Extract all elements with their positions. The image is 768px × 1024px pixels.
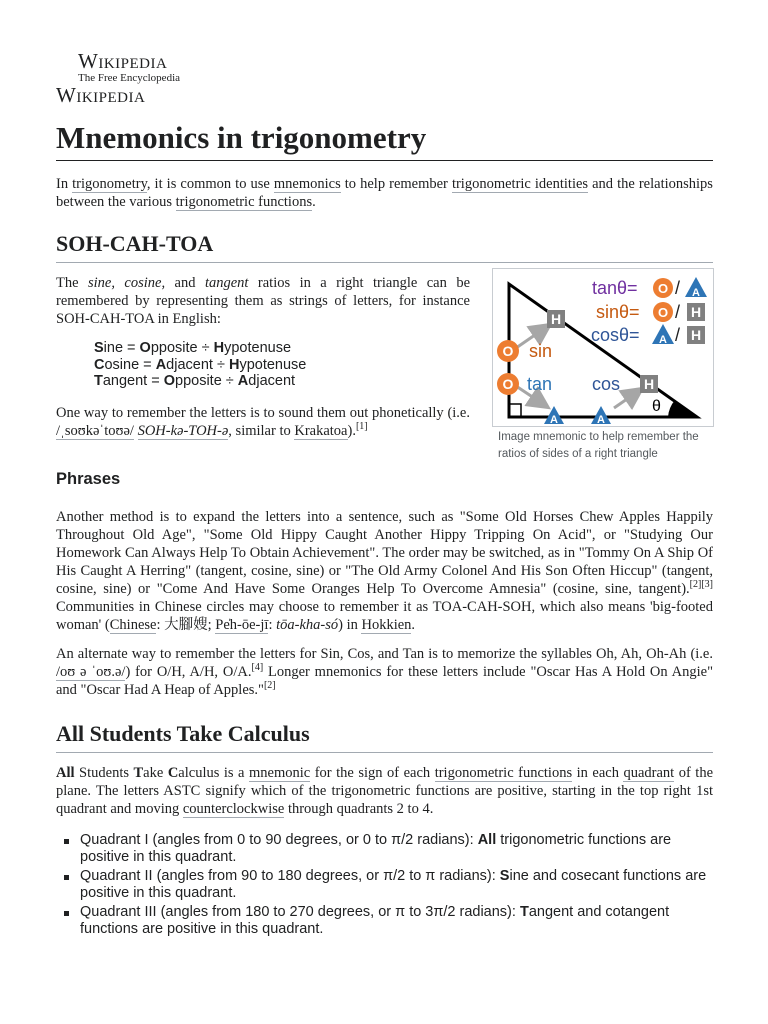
text: and bbox=[165, 275, 205, 291]
text: in each bbox=[572, 765, 624, 781]
respelling-link[interactable]: SOH-kə-TOH-ə bbox=[137, 423, 229, 439]
link-hokkien[interactable]: Hokkien bbox=[361, 617, 412, 633]
text: ine and cosecant functions are positive in this quadrant. bbox=[80, 868, 707, 901]
ref-2-3[interactable]: [2][3] bbox=[689, 579, 713, 591]
h-letter: H bbox=[690, 327, 702, 343]
f: ypotenuse bbox=[224, 340, 292, 356]
f: ypotenuse bbox=[239, 357, 307, 373]
formula-cosine bbox=[94, 357, 306, 374]
f: T bbox=[94, 373, 103, 389]
o-letter: O bbox=[502, 343, 514, 359]
list-item bbox=[62, 904, 712, 938]
f: H bbox=[228, 357, 240, 373]
f: H bbox=[213, 340, 225, 356]
text: Quadrant II (angles from 90 to 180 degrees, or π/2 to π radians): bbox=[80, 868, 500, 884]
f: pposite ÷ bbox=[150, 340, 214, 356]
slash: / bbox=[675, 278, 681, 298]
bold: All bbox=[477, 832, 497, 848]
heading-soh-cah-toa: SOH-CAH-TOA bbox=[56, 230, 713, 263]
list-item bbox=[62, 832, 712, 866]
text: Longer mnemonics for these letters include "Oscar Has A Hold On Angie" and "Oscar Had A Heap of Apples." bbox=[56, 664, 713, 698]
text: angent and cotangent functions are positive in this quadrant. bbox=[80, 904, 670, 937]
ipa-link[interactable]: /ˌsoʊkəˈtoʊə/ bbox=[56, 423, 134, 439]
ref-4[interactable]: [4] bbox=[251, 662, 264, 674]
angle-wedge bbox=[668, 400, 697, 417]
f: osine = bbox=[104, 357, 156, 373]
text-italic: sine, cosine, bbox=[88, 275, 166, 291]
ref-2[interactable]: [2] bbox=[263, 680, 276, 692]
text: : bbox=[268, 617, 277, 633]
bold: S bbox=[499, 868, 510, 884]
text: ). bbox=[347, 423, 356, 439]
link-trigonometric-identities[interactable]: trigonometric identities bbox=[451, 176, 589, 192]
f: angent = bbox=[102, 373, 164, 389]
link-trigonometry[interactable]: trigonometry bbox=[72, 176, 147, 192]
a-letter: A bbox=[692, 287, 700, 299]
link-mnemonics[interactable]: mnemonics bbox=[273, 176, 341, 192]
right-angle-mark bbox=[509, 404, 521, 417]
text: An alternate way to remember the letters for Sin, Cos, and Tan is to memorize the syllables Oh, Ah, Oh-Ah (i.e. bbox=[56, 646, 713, 662]
link-counterclockwise[interactable]: counterclockwise bbox=[182, 801, 285, 817]
f: djacent ÷ bbox=[166, 357, 229, 373]
o-letter: O bbox=[657, 305, 669, 320]
text: ake bbox=[143, 765, 168, 781]
intro-text: , it is common to use bbox=[146, 176, 274, 192]
logo-wordmark: Wikipedia bbox=[78, 49, 168, 73]
text: Communities in Chinese circles may choose to remember it as TOA-CAH-SOH, which also means 'big-footed woman' ( bbox=[56, 599, 713, 633]
text-italic: tangent bbox=[204, 275, 249, 291]
theta-label: θ bbox=[652, 398, 661, 415]
text: The bbox=[56, 275, 88, 291]
tan-label: tan bbox=[527, 374, 553, 394]
f: ine = bbox=[103, 340, 140, 356]
bold: T bbox=[133, 765, 144, 781]
f: O bbox=[139, 340, 151, 356]
text-italic: tōa-kha-só bbox=[276, 617, 339, 633]
logo-tagline: The Free Encyclopedia bbox=[78, 72, 181, 84]
text: of the plane. The letters ASTC signify which of the trigonometric functions are positive, starting in the top right 1st quadrant and moving bbox=[56, 765, 714, 817]
text: for the sign of each bbox=[310, 765, 435, 781]
slash: / bbox=[675, 302, 681, 322]
o-letter: O bbox=[502, 376, 514, 392]
ref-1[interactable]: [1] bbox=[355, 421, 368, 433]
f: djacent bbox=[248, 373, 296, 389]
legend-cos: cosθ= bbox=[591, 325, 640, 345]
intro-text: . bbox=[312, 194, 316, 210]
intro-text: In bbox=[56, 176, 73, 192]
bold: T bbox=[519, 904, 529, 920]
f: C bbox=[94, 357, 105, 373]
list-item bbox=[62, 868, 712, 902]
ipa-link-2[interactable]: /oʊ ə ˈoʊ.ə/ bbox=[56, 664, 126, 680]
text: Quadrant III (angles from 180 to 270 degrees, or π to 3π/2 radians): bbox=[80, 904, 520, 920]
phonetic-paragraph bbox=[56, 404, 470, 440]
legend-sin: sinθ= bbox=[596, 302, 640, 322]
figure-caption: Image mnemonic to help remember the ratios of sides of a right triangle bbox=[498, 431, 699, 460]
text: ratios in a right triangle can be remembered by representing them as strings of letters, for instance SOH-CAH-TOA in English: bbox=[56, 275, 471, 327]
link-chinese[interactable]: Chinese bbox=[109, 617, 157, 633]
quadrant-list bbox=[62, 832, 712, 940]
link-trig-functions[interactable]: trigonometric functions bbox=[434, 765, 573, 781]
text: , similar to bbox=[228, 423, 295, 439]
h-letter: H bbox=[550, 311, 562, 327]
f: S bbox=[94, 340, 104, 356]
legend-tan: tanθ= bbox=[592, 278, 638, 298]
logo-wordmark-secondary: Wikipedia bbox=[56, 83, 146, 107]
o-letter: O bbox=[657, 281, 669, 296]
text: ) for O/H, A/H, O/A. bbox=[125, 664, 252, 680]
soh-paragraph bbox=[56, 274, 470, 328]
page-title: Mnemonics in trigonometry bbox=[56, 118, 713, 161]
link-quadrant[interactable]: quadrant bbox=[623, 765, 675, 781]
text: ) in bbox=[338, 617, 362, 633]
wikipedia-logo[interactable] bbox=[56, 50, 196, 106]
text: Quadrant I (angles from 0 to 90 degrees, or 0 to π/2 radians): bbox=[80, 832, 478, 848]
heading-phrases: Phrases bbox=[56, 470, 121, 488]
heading-astc: All Students Take Calculus bbox=[56, 720, 713, 753]
slash: / bbox=[675, 325, 681, 345]
link-krakatoa[interactable]: Krakatoa bbox=[294, 423, 348, 439]
link-trigonometric-functions[interactable]: trigonometric functions bbox=[175, 194, 313, 210]
bold: C bbox=[167, 765, 179, 781]
a-letter: A bbox=[597, 414, 605, 426]
f: pposite ÷ bbox=[175, 373, 238, 389]
f: A bbox=[237, 373, 249, 389]
formula-sine bbox=[94, 340, 291, 357]
bold: All bbox=[56, 765, 75, 781]
triangle-diagram bbox=[492, 268, 714, 428]
link-poj[interactable]: Pe̍h-ōe-jī bbox=[215, 617, 269, 633]
text: Another method is to expand the letters into a sentence, such as "Some Old Horses Chew Apples Happily Throughout Old Age", "Some Old Hippy Caught Another Hippy Tripping On Acid", or "Studying Our Homework Can Always Help To Obtain Achievement". The order may be switched, as in "Tommy On A Ship Of His Caught A Herring" (tangent, cosine, sine) or "The Old Army Colonel And His Son Often Hiccup" (tangent, cosine, sine) or "Come And Have Some Oranges Help To Overcome Amnesia" (cosine, sine, tangent). bbox=[56, 509, 713, 597]
formula-tangent bbox=[94, 373, 295, 390]
text: through quadrants 2 to 4. bbox=[284, 801, 434, 817]
text: trigonometric functions are positive in this quadrant. bbox=[80, 832, 672, 865]
text: . bbox=[411, 617, 416, 633]
h-letter: H bbox=[643, 376, 655, 392]
astc-paragraph bbox=[56, 764, 713, 818]
text: alculus is a bbox=[178, 765, 249, 781]
text: : 大腳嫂; bbox=[156, 617, 216, 633]
f: O bbox=[163, 373, 176, 389]
link-mnemonic[interactable]: mnemonic bbox=[249, 765, 311, 781]
text: Students bbox=[74, 765, 134, 781]
cos-label: cos bbox=[592, 374, 621, 394]
h-letter: H bbox=[690, 304, 702, 320]
a-letter: A bbox=[550, 414, 558, 426]
intro-paragraph bbox=[56, 175, 713, 211]
intro-text: and the relationships between the various bbox=[56, 176, 713, 210]
alternate-paragraph bbox=[56, 645, 713, 699]
intro-text: to help remember bbox=[340, 176, 452, 192]
a-letter: A bbox=[659, 334, 667, 346]
sin-label: sin bbox=[529, 341, 553, 361]
text: One way to remember the letters is to sound them out phonetically (i.e. bbox=[56, 405, 470, 421]
phrases-paragraph bbox=[56, 508, 713, 634]
f: A bbox=[155, 357, 167, 373]
